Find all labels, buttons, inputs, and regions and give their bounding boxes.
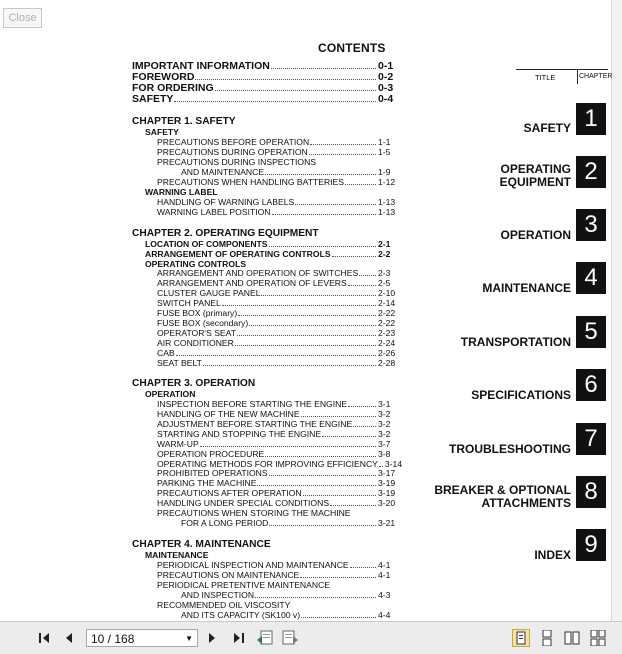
toc-entry[interactable]: AIR CONDITIONER 2-24 bbox=[157, 338, 396, 348]
toc-entry[interactable]: WARM-UP 3-7 bbox=[157, 439, 391, 449]
tab-number-3[interactable]: 3 bbox=[576, 209, 606, 241]
tab-number-5[interactable]: 5 bbox=[576, 316, 606, 348]
toc-entry[interactable]: HANDLING UNDER SPECIAL CONDITIONS 3-20 bbox=[157, 498, 396, 508]
tab-number-9[interactable]: 9 bbox=[576, 529, 606, 561]
toc-entry[interactable]: SEAT BELT 2-28 bbox=[157, 358, 396, 368]
toc-entry[interactable]: ARRANGEMENT AND OPERATION OF SWITCHES 2-3 bbox=[157, 268, 391, 278]
section-heading: OPERATION bbox=[145, 389, 196, 399]
single-page-view-icon[interactable] bbox=[512, 629, 530, 647]
tab-label-index[interactable]: INDEX bbox=[534, 548, 571, 562]
toc-entry[interactable]: ARRANGEMENT AND OPERATION OF LEVERS 2-5 bbox=[157, 278, 391, 288]
chapter-heading: CHAPTER 2. OPERATING EQUIPMENT bbox=[132, 228, 319, 239]
toc-entry[interactable]: FOR ORDERING 0-3 bbox=[132, 82, 394, 94]
first-page-icon[interactable] bbox=[36, 629, 54, 647]
tabs-title-label: TITLE bbox=[535, 73, 556, 82]
toc-entry[interactable]: CLUSTER GAUGE PANEL 2-10 bbox=[157, 288, 396, 298]
go-forward-icon[interactable] bbox=[281, 629, 299, 647]
tab-number-8[interactable]: 8 bbox=[576, 476, 606, 508]
toc-entry[interactable]: PRECAUTIONS BEFORE OPERATION 1-1 bbox=[157, 137, 391, 147]
toc-entry[interactable]: INSPECTION BEFORE STARTING THE ENGINE 3-1 bbox=[157, 399, 391, 409]
tab-number-1[interactable]: 1 bbox=[576, 103, 606, 135]
tabs-chapter-label: CHAPTER bbox=[579, 73, 613, 80]
toc-entry[interactable]: FOR A LONG PERIOD 3-21 bbox=[181, 518, 396, 528]
chapter-heading: CHAPTER 3. OPERATION bbox=[132, 378, 256, 389]
chapter-heading: CHAPTER 1. SAFETY bbox=[132, 116, 236, 127]
section-heading: WARNING LABEL bbox=[145, 187, 218, 197]
toc-entry[interactable]: FUSE BOX (primary) 2-22 bbox=[157, 308, 396, 318]
chapter-tabs-header bbox=[516, 69, 613, 84]
facing-view-icon[interactable] bbox=[563, 629, 581, 647]
toc-entry[interactable]: OPERATOR'S SEAT 2-23 bbox=[157, 328, 396, 338]
page-number-select[interactable]: 10 / 168 ▼ bbox=[86, 629, 198, 647]
viewer-toolbar bbox=[0, 621, 622, 654]
next-page-icon[interactable] bbox=[203, 629, 221, 647]
close-button[interactable]: Close bbox=[3, 8, 42, 28]
toc-entry[interactable]: ARRANGEMENT OF OPERATING CONTROLS 2-2 bbox=[145, 249, 391, 259]
page-title: CONTENTS bbox=[318, 41, 386, 55]
tab-number-7[interactable]: 7 bbox=[576, 423, 606, 455]
toc-entry[interactable]: AND INSPECTION 4-3 bbox=[181, 590, 391, 600]
toc-entry[interactable]: SAFETY 0-4 bbox=[132, 93, 394, 105]
toc-entry[interactable]: SWITCH PANEL 2-14 bbox=[157, 298, 396, 308]
toc-entry[interactable]: AND MAINTENANCE 1-9 bbox=[181, 167, 391, 177]
toc-entry-text: RECOMMENDED OIL VISCOSITY bbox=[157, 600, 291, 610]
tab-label-operating-equipment[interactable]: OPERATING EQUIPMENT bbox=[499, 162, 571, 189]
section-heading: MAINTENANCE bbox=[145, 550, 209, 560]
toc-entry-text: PERIODICAL PRETENTIVE MAINTENANCE bbox=[157, 580, 331, 590]
continuous-view-icon[interactable] bbox=[538, 629, 556, 647]
go-back-icon[interactable] bbox=[256, 629, 274, 647]
toc-entry[interactable]: PROHIBITED OPERATIONS 3-17 bbox=[157, 468, 396, 478]
tab-label-troubleshooting[interactable]: TROUBLESHOOTING bbox=[449, 442, 571, 456]
section-heading: SAFETY bbox=[145, 127, 179, 137]
toc-entry[interactable]: PARKING THE MACHINE 3-19 bbox=[157, 478, 396, 488]
tab-label-operation[interactable]: OPERATION bbox=[500, 228, 571, 242]
toc-entry[interactable]: OPERATING METHODS FOR IMPROVING EFFICIENCY 3-14 bbox=[157, 459, 403, 469]
vertical-scrollbar[interactable] bbox=[611, 0, 622, 621]
toc-entry[interactable]: PERIODICAL INSPECTION AND MAINTENANCE 4-1 bbox=[157, 560, 391, 570]
chevron-down-icon: ▼ bbox=[185, 634, 193, 643]
toc-entry[interactable]: PRECAUTIONS WHEN HANDLING BATTERIES 1-12 bbox=[157, 177, 396, 187]
toc-entry[interactable]: HANDLING OF THE NEW MACHINE 3-2 bbox=[157, 409, 391, 419]
toc-entry[interactable]: CAB 2-26 bbox=[157, 348, 396, 358]
toc-entry[interactable]: PRECAUTIONS ON MAINTENANCE 4-1 bbox=[157, 570, 391, 580]
toc-entry[interactable]: PRECAUTIONS DURING OPERATION 1-5 bbox=[157, 147, 391, 157]
toc-entry[interactable]: STARTING AND STOPPING THE ENGINE 3-2 bbox=[157, 429, 391, 439]
tab-number-6[interactable]: 6 bbox=[576, 369, 606, 401]
toc-entry[interactable]: FOREWORD 0-2 bbox=[132, 71, 394, 83]
toc-entry-text: PRECAUTIONS WHEN STORING THE MACHINE bbox=[157, 508, 351, 518]
prev-page-icon[interactable] bbox=[60, 629, 78, 647]
toc-entry[interactable]: AND ITS CAPACITY (SK100 v) 4-4 bbox=[181, 610, 391, 620]
tab-number-4[interactable]: 4 bbox=[576, 262, 606, 294]
tab-label-breaker-optional-attachments[interactable]: BREAKER & OPTIONAL ATTACHMENTS bbox=[434, 483, 571, 510]
tab-label-transportation[interactable]: TRANSPORTATION bbox=[460, 335, 571, 349]
tab-label-safety[interactable]: SAFETY bbox=[523, 121, 571, 135]
toc-entry-text: PRECAUTIONS DURING INSPECTIONS bbox=[157, 157, 317, 167]
toc-entry[interactable]: PRECAUTIONS AFTER OPERATION 3-19 bbox=[157, 488, 396, 498]
chapter-heading: CHAPTER 4. MAINTENANCE bbox=[132, 539, 271, 550]
tab-label-specifications[interactable]: SPECIFICATIONS bbox=[471, 388, 571, 402]
toc-entry[interactable]: WARNING LABEL POSITION 1-13 bbox=[157, 207, 396, 217]
toc-entry[interactable]: HANDLING OF WARNING LABELS 1-13 bbox=[157, 197, 396, 207]
toc-entry[interactable]: LOCATION OF COMPONENTS 2-1 bbox=[145, 239, 391, 249]
tab-number-2[interactable]: 2 bbox=[576, 156, 606, 188]
last-page-icon[interactable] bbox=[229, 629, 247, 647]
tab-label-maintenance[interactable]: MAINTENANCE bbox=[482, 281, 571, 295]
toc-entry[interactable]: IMPORTANT INFORMATION 0-1 bbox=[132, 60, 394, 72]
toc-entry[interactable]: ADJUSTMENT BEFORE STARTING THE ENGINE 3-2 bbox=[157, 419, 391, 429]
continuous-facing-view-icon[interactable] bbox=[589, 629, 607, 647]
toc-entry[interactable]: OPERATION PROCEDURE 3-8 bbox=[157, 449, 391, 459]
section-heading: OPERATING CONTROLS bbox=[145, 259, 247, 269]
toc-entry[interactable]: FUSE BOX (secondary) 2-22 bbox=[157, 318, 396, 328]
